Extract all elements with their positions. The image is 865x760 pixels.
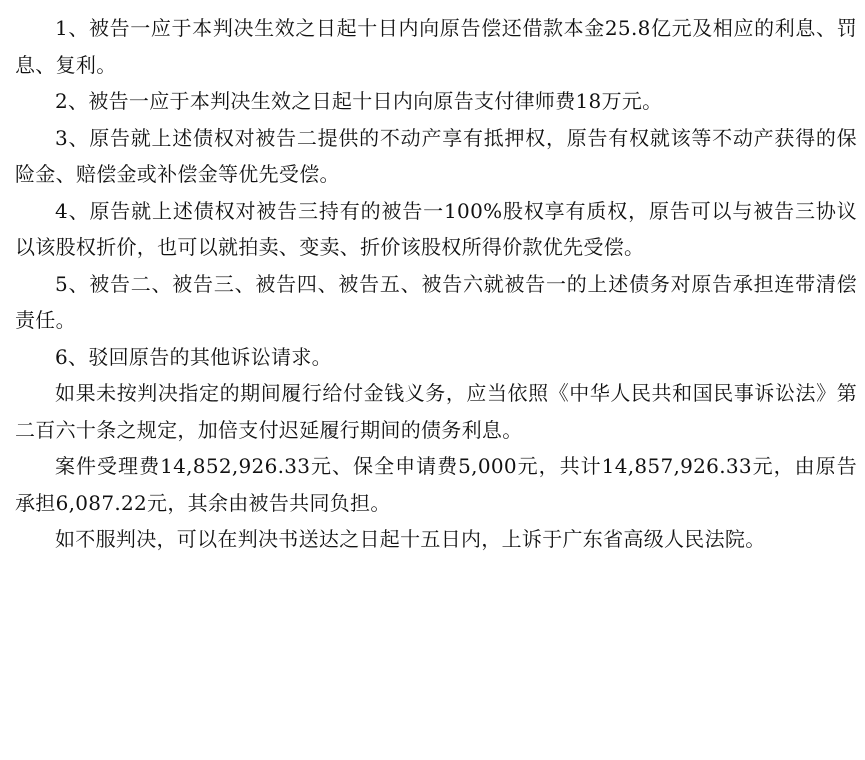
judgment-document bbox=[15, 10, 857, 558]
ruling-item-5: 5、被告二、被告三、被告四、被告五、被告六就被告一的上述债务对原告承担连带清偿责任。 bbox=[15, 271, 857, 332]
ruling-item-3: 3、原告就上述债权对被告二提供的不动产享有抵押权，原告有权就该等不动产获得的保险金、赔偿金或补偿金等优先受偿。 bbox=[15, 125, 857, 186]
ruling-item-4: 4、原告就上述债权对被告三持有的被告一100%股权享有质权，原告可以与被告三协议以该股权折价，也可以就拍卖、变卖、折价该股权所得价款优先受偿。 bbox=[15, 198, 857, 259]
ruling-item-1: 1、被告一应于本判决生效之日起十日内向原告偿还借款本金25.8亿元及相应的利息、罚息、复利。 bbox=[15, 16, 857, 77]
ruling-item-2: 2、被告一应于本判决生效之日起十日内向原告支付律师费18万元。 bbox=[55, 89, 663, 113]
appeal-notice: 如不服判决，可以在判决书送达之日起十五日内，上诉于广东省高级人民法院。 bbox=[55, 527, 766, 551]
ruling-item-6: 6、驳回原告的其他诉讼请求。 bbox=[55, 344, 332, 369]
court-fees-paragraph: 案件受理费14,852,926.33元、保全申请费5,000元，共计14,857,926.33元，由原告承担6,087.22元，其余由被告共同负担。 bbox=[15, 454, 857, 515]
late-performance-clause: 如果未按判决指定的期间履行给付金钱义务，应当依照《中华人民共和国民事诉讼法》第二百六十条之规定，加倍支付迟延履行期间的债务利息。 bbox=[15, 381, 857, 442]
